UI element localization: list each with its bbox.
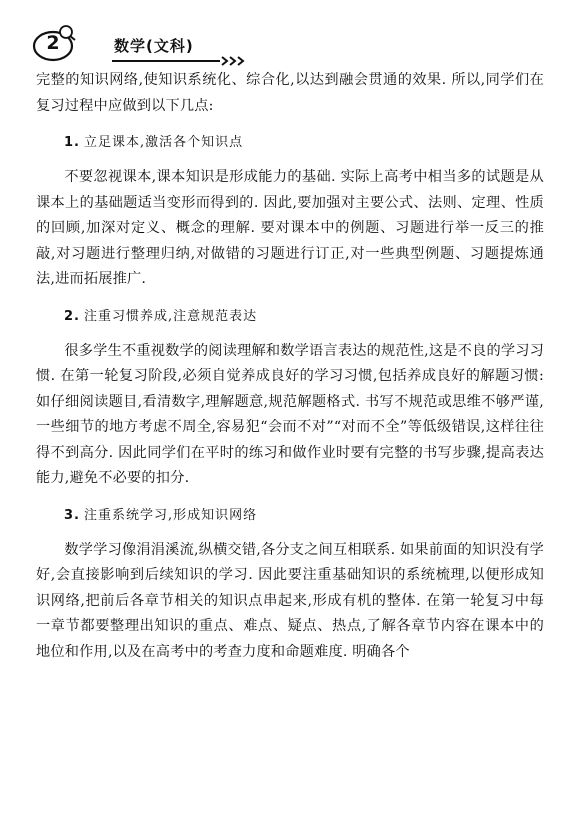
- title-arrow-rule: [112, 56, 252, 66]
- intro-paragraph: 完整的知识网络,使知识系统化、综合化,以达到融会贯通的效果. 所以,同学们在复习过程中应做到以下几点:: [36, 72, 544, 114]
- section-paragraph-2: 很多学生不重视数学的阅读理解和数学语言表达的规范性,这是不良的学习习惯. 在第一轮复习阶段,必须自觉养成良好的学习习惯,包括养成良好的解题习惯:如仔细阅读题目,看清数字,理解题意,规范解题格式. 书写不规范或思维不够严谨,一些细节的地方考虑不周全,容易犯“会而不对”“对而不全”等低级错误,这样往往得不到高分. 因此同学们在平时的练习和做作业时要有完整的书写步骤,提高表达能力,避免不必要的扣分.: [36, 342, 544, 486]
- page-number: 2: [46, 32, 60, 54]
- section-paragraph-1: 不要忽视课本,课本知识是形成能力的基础. 实际上高考中相当多的试题是从课本上的基础题适当变形而得到的. 因此,要加强对主要公式、法则、定理、性质的回顾,加深对定义、概念的理解. 要对课本中的例题、习题进行举一反三的推敲,对习题进行整理归纳,对做错的习题进行订正,对一些典型例题、习题提炼通法,进而拓展推广.: [36, 169, 544, 287]
- section-heading-3: [36, 505, 544, 527]
- section-paragraph-3: 数学学习像涓涓溪流,纵横交错,各分支之间互相联系. 如果前面的知识没有学好,会直接影响到后续知识的学习. 因此要注重基础知识的系统梳理,以便形成知识网络,把前后各章节相关的知识点串起来,形成有机的整体. 在第一轮复习中每一章节都要整理出知识的重点、难点、疑点、热点,了解各章节内容在课本中的地位和作用,以及在高考中的考查力度和命题难度. 明确各个: [36, 541, 544, 660]
- section-number: 1.: [64, 135, 80, 150]
- section-title: 注重习惯养成,注意规范表达: [83, 308, 258, 324]
- page-title: 数学(文科): [114, 37, 194, 55]
- section-heading-1: [36, 132, 544, 154]
- section-number: 2.: [64, 308, 80, 324]
- section-title: 注重系统学习,形成知识网络: [83, 507, 258, 523]
- page-header: [28, 14, 268, 64]
- section-title: 立足课本,激活各个知识点: [83, 135, 244, 150]
- section-number: 3.: [64, 507, 80, 523]
- document-body: [36, 68, 544, 665]
- section-heading-2: [36, 306, 544, 328]
